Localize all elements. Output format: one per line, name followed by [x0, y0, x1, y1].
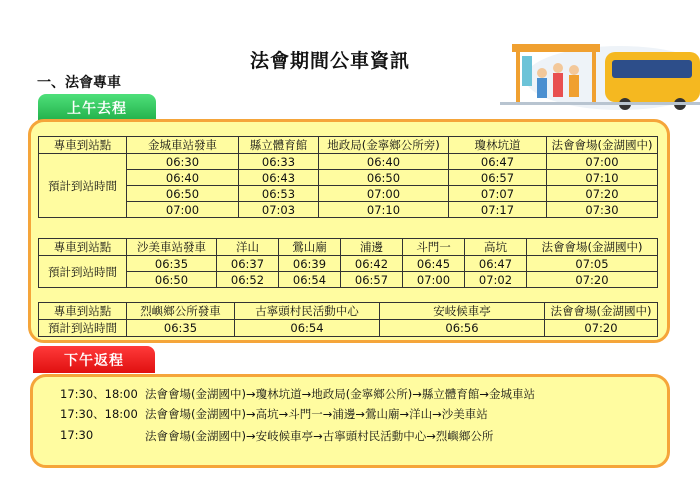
time-cell: 07:00: [547, 154, 658, 170]
time-cell: 06:50: [127, 272, 217, 288]
time-cell: 07:03: [239, 202, 319, 218]
stop-cell: 洋山: [217, 239, 279, 256]
time-cell: 06:54: [235, 320, 380, 337]
stop-cell: 高坑: [465, 239, 527, 256]
table-header-row: [39, 137, 658, 154]
time-cell: 07:00: [319, 186, 449, 202]
time-cell: 06:43: [239, 170, 319, 186]
schedule-table-lieyu: [38, 302, 658, 337]
stop-cell: 法會會場(金湖國中): [527, 239, 658, 256]
row-label: 預計到站時間: [39, 256, 127, 288]
table-row: [39, 202, 658, 218]
header-cell: 專車到站點: [39, 239, 127, 256]
time-cell: 07:02: [465, 272, 527, 288]
time-cell: 07:20: [547, 186, 658, 202]
table-row: [39, 272, 658, 288]
return-route: 法會會場(金湖國中)→高坑→斗門一→浦邊→鶯山廟→洋山→沙美車站: [145, 407, 488, 421]
time-cell: 07:20: [545, 320, 658, 337]
time-cell: 06:50: [127, 186, 239, 202]
stop-cell: 地政局(金寧鄉公所旁): [319, 137, 449, 154]
time-cell: 07:00: [127, 202, 239, 218]
time-cell: 06:30: [127, 154, 239, 170]
header-cell: 專車到站點: [39, 137, 127, 154]
time-cell: 06:45: [403, 256, 465, 272]
time-cell: 06:47: [465, 256, 527, 272]
stop-cell: 沙美車站發車: [127, 239, 217, 256]
stop-cell: 法會會場(金湖國中): [545, 303, 658, 320]
section-heading: 一、法會專車: [37, 75, 121, 91]
stop-cell: 烈嶼鄉公所發車: [127, 303, 235, 320]
table-row: [39, 170, 658, 186]
time-cell: 07:07: [449, 186, 547, 202]
time-cell: 06:52: [217, 272, 279, 288]
schedule-table-jincheng: [38, 136, 658, 218]
stop-cell: 古寧頭村民活動中心: [235, 303, 380, 320]
table-row: [39, 186, 658, 202]
row-label: 預計到站時間: [39, 154, 127, 218]
stop-cell: 斗門一: [403, 239, 465, 256]
table-row: [39, 154, 658, 170]
return-time: 17:30、18:00: [60, 407, 138, 421]
time-cell: 07:00: [403, 272, 465, 288]
return-time: 17:30、18:00: [60, 387, 138, 401]
time-cell: 07:10: [547, 170, 658, 186]
time-cell: 07:17: [449, 202, 547, 218]
time-cell: 07:30: [547, 202, 658, 218]
stop-cell: 浦邊: [341, 239, 403, 256]
row-label: 預計到站時間: [39, 320, 127, 337]
time-cell: 07:20: [527, 272, 658, 288]
time-cell: 06:57: [341, 272, 403, 288]
return-route: 法會會場(金湖國中)→安岐候車亭→古寧頭村民活動中心→烈嶼鄉公所: [145, 429, 494, 443]
time-cell: 06:42: [341, 256, 403, 272]
time-cell: 07:05: [527, 256, 658, 272]
stop-cell: 安岐候車亭: [380, 303, 545, 320]
time-cell: 06:47: [449, 154, 547, 170]
time-cell: 06:40: [319, 154, 449, 170]
time-cell: 06:57: [449, 170, 547, 186]
tab-morning-outbound: 上午去程: [38, 94, 156, 121]
table-row: [39, 256, 658, 272]
time-cell: 06:35: [127, 256, 217, 272]
time-cell: 06:50: [319, 170, 449, 186]
time-cell: 06:54: [279, 272, 341, 288]
table-row: [39, 320, 658, 337]
schedule-table-shamei: [38, 238, 658, 288]
table-header-row: [39, 303, 658, 320]
stop-cell: 金城車站發車: [127, 137, 239, 154]
return-time: 17:30: [60, 428, 94, 442]
tab-afternoon-return: 下午返程: [33, 346, 155, 373]
page-title: 法會期間公車資訊: [250, 50, 411, 72]
time-cell: 07:10: [319, 202, 449, 218]
time-cell: 06:53: [239, 186, 319, 202]
time-cell: 06:37: [217, 256, 279, 272]
table-header-row: [39, 239, 658, 256]
stop-cell: 鶯山廟: [279, 239, 341, 256]
header-cell: 專車到站點: [39, 303, 127, 320]
bus-stop-illustration: [500, 18, 700, 110]
stop-cell: 縣立體育館: [239, 137, 319, 154]
time-cell: 06:40: [127, 170, 239, 186]
stop-cell: 法會會場(金湖國中): [547, 137, 658, 154]
time-cell: 06:39: [279, 256, 341, 272]
time-cell: 06:35: [127, 320, 235, 337]
time-cell: 06:33: [239, 154, 319, 170]
stop-cell: 瓊林坑道: [449, 137, 547, 154]
return-route: 法會會場(金湖國中)→瓊林坑道→地政局(金寧鄉公所)→縣立體育館→金城車站: [145, 387, 535, 401]
time-cell: 06:56: [380, 320, 545, 337]
